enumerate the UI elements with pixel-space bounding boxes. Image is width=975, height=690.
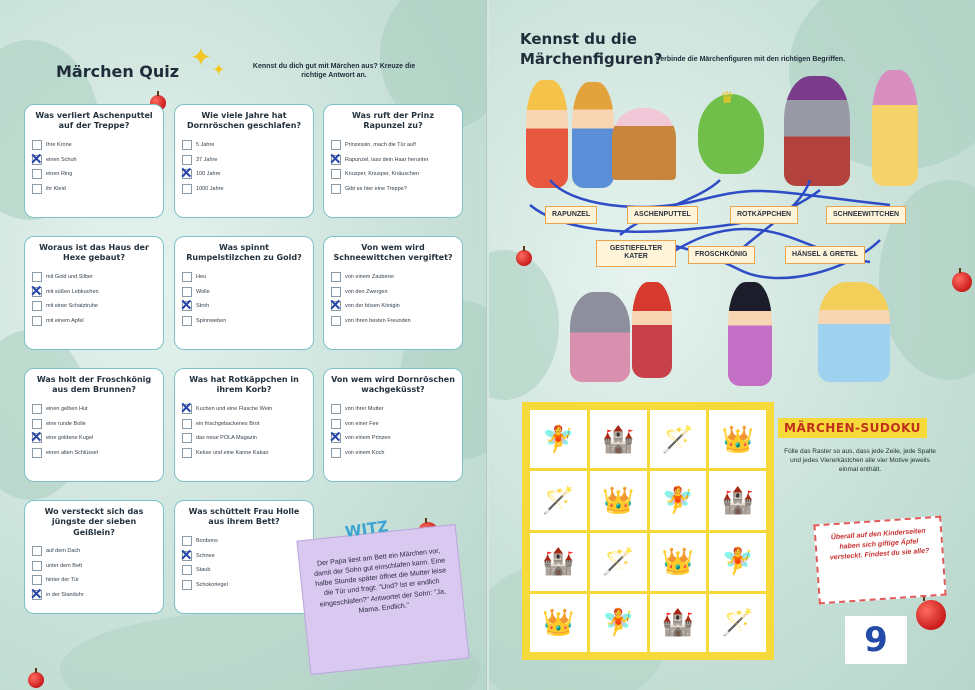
label-aschenputtel[interactable]: ASCHENPUTTEL	[627, 206, 698, 224]
option-label: Kekse und eine Kanne Kakao	[196, 449, 269, 456]
crown-icon: ♛	[720, 90, 735, 107]
wand-icon[interactable]: 🪄	[590, 533, 647, 591]
option-label: Kuchen und eine Flasche Wein	[196, 406, 273, 413]
quiz-question: Was ruft der Prinz Rapunzel zu?	[352, 111, 434, 131]
match-subtitle: Verbinde die Märchenfiguren mit den richtigen Begriffen.	[656, 56, 846, 63]
option-label: von einem Koch	[345, 449, 385, 456]
option-label: ihr Kleid	[46, 185, 66, 192]
connection-line	[550, 180, 890, 207]
fairy-icon[interactable]: 🧚	[530, 410, 587, 468]
wand-icon[interactable]: 🪄	[709, 594, 766, 652]
wand-icon[interactable]: 🪄	[650, 410, 707, 468]
option-label: mit einer Schatztruhe	[46, 303, 98, 310]
page-number: 9	[845, 616, 907, 664]
option-label: von den Zwergen	[345, 288, 388, 295]
label-schneewittchen[interactable]: SCHNEEWITTCHEN	[826, 206, 906, 224]
option-label: in der Standuhr	[46, 591, 84, 598]
label-haensel-gretel[interactable]: HÄNSEL & GRETEL	[785, 246, 865, 264]
label-rapunzel[interactable]: RAPUNZEL	[545, 206, 597, 224]
sudoku-title: MÄRCHEN-SUDOKU	[778, 418, 927, 438]
option-label: 100 Jahre	[196, 171, 221, 178]
label-rotkaeppchen[interactable]: ROTKÄPPCHEN	[730, 206, 798, 224]
snow-white-figure[interactable]	[728, 282, 772, 386]
quiz-question: Was holt der Froschkönig aus dem Brunnen?	[36, 375, 152, 395]
option-label: einen Ring	[46, 171, 73, 178]
castle-icon[interactable]: 🏰	[530, 533, 587, 591]
option-label: einen Schuh	[46, 156, 77, 163]
option-label: 5 Jahre	[196, 142, 215, 149]
sparkle-icon: ✦	[212, 62, 226, 79]
option-label: von der bösen Königin	[345, 303, 400, 310]
option-label: mit einem Apfel	[46, 317, 84, 324]
fairy-icon[interactable]: 🧚	[650, 471, 707, 529]
sudoku-grid	[530, 410, 766, 652]
label-froschkoenig[interactable]: FROSCHKÖNIG	[688, 246, 755, 264]
quiz-question: Was schüttelt Frau Holle aus ihrem Bett?	[188, 507, 300, 527]
crown-icon[interactable]: 👑	[590, 471, 647, 529]
option-label: von einem Zauberer	[345, 274, 395, 281]
crown-icon[interactable]: 👑	[650, 533, 707, 591]
apple-hint-text: Überall auf den Kinderseiten haben sich giftige Äpfel versteckt. Findest du sie alle?	[829, 527, 930, 562]
quiz-question: Von wem wird Dornröschen wachgeküsst?	[331, 375, 455, 395]
option-label: von einem Prinzen	[345, 435, 391, 442]
option-label: von ihren besten Freunden	[345, 317, 411, 324]
option-label: von einer Fee	[345, 420, 379, 427]
option-label: Stroh	[196, 303, 210, 310]
apple-hint-note	[813, 516, 946, 605]
option-label: Rapunzel, lass dein Haar herunter	[345, 156, 429, 163]
option-label: Gibt es hier eine Treppe?	[345, 185, 407, 192]
option-label: eine runde Bolle	[46, 420, 86, 427]
option-label: einen alten Schlüssel	[46, 449, 98, 456]
quiz-question: Was verliert Aschenputtel auf der Treppe?	[35, 111, 153, 131]
option-label: hinter der Tür	[46, 577, 79, 584]
sudoku-board	[522, 402, 774, 660]
fairy-icon[interactable]: 🧚	[709, 533, 766, 591]
option-label: eine goldene Kugel	[46, 435, 94, 442]
castle-icon[interactable]: 🏰	[590, 410, 647, 468]
quiz-question: Von wem wird Schneewittchen vergiftet?	[333, 243, 453, 263]
sparkle-icon: ✦	[190, 42, 212, 72]
option-label: unter dem Bett	[46, 562, 83, 569]
option-label: Wolle	[196, 288, 210, 295]
option-label: Schnee	[196, 552, 215, 559]
option-label: Bonbons	[196, 538, 218, 545]
option-label: Staub	[196, 567, 211, 574]
option-label: Prinzessin, mach die Tür auf!	[345, 142, 417, 149]
label-gestiefelter-kater[interactable]: GESTIEFELTER KATER	[596, 240, 676, 267]
option-label: 1000 Jahre	[196, 185, 224, 192]
option-label: Ihre Krone	[46, 142, 72, 149]
cinderella-figure[interactable]	[818, 282, 890, 382]
castle-icon[interactable]: 🏰	[650, 594, 707, 652]
red-riding-hood-figure[interactable]	[632, 282, 672, 378]
quiz-question: Was hat Rotkäppchen in ihrem Korb?	[189, 375, 299, 395]
sudoku-instructions: Fülle das Raster so aus, dass jede Zeile, jede Spalte und jedes Viererkästchen alle vier Motive jeweils einmal enthält.	[784, 448, 936, 474]
crown-icon[interactable]: 👑	[530, 594, 587, 652]
crown-icon[interactable]: 👑	[709, 410, 766, 468]
match-title: Kennst du die Märchenfiguren?	[520, 30, 663, 68]
option-label: 37 Jahre	[196, 156, 218, 163]
apple-icon	[916, 600, 946, 630]
quiz-subtitle: Kennst du dich gut mit Märchen aus? Kreuze die richtige Antwort an.	[252, 63, 416, 80]
option-label: einen gelben Hut	[46, 406, 88, 413]
option-label: mit Gold und Silber	[46, 274, 93, 281]
option-label: Spinnweben	[196, 317, 227, 324]
option-label: Schokoriegel	[196, 581, 228, 588]
apple-icon	[516, 250, 532, 266]
joke-text: Der Papa liest am Bett ein Märchen vor, damit der Sohn gut einschlafen kann. Eine halbe Stunde später öffnet die Mutter leise die Tür und fragt: "Und? Ist er endlich eingeschlafen?" Antwortet der Sohn: "Ja, Mama. Endlich."	[313, 547, 447, 615]
fairy-icon[interactable]: 🧚	[590, 594, 647, 652]
quiz-question: Wie viele Jahre hat Dornröschen geschlafen?	[186, 111, 302, 131]
option-label: ein frischgebackenes Brot	[196, 420, 260, 427]
wand-icon[interactable]: 🪄	[530, 471, 587, 529]
quiz-question: Woraus ist das Haus der Hexe gebaut?	[39, 243, 149, 263]
option-label: Knusper, Knusper, Knäuschen	[345, 171, 419, 178]
option-label: das neue POLA Magazin	[196, 435, 257, 442]
quiz-question: Was spinnt Rumpelstilzchen zu Gold?	[186, 243, 302, 263]
castle-icon[interactable]: 🏰	[709, 471, 766, 529]
apple-icon	[952, 272, 972, 292]
option-label: von ihrer Mutter	[345, 406, 384, 413]
joke-title: WITZ	[343, 517, 390, 541]
option-label: mit süßen Lebkuchen	[46, 288, 99, 295]
option-label: Heu	[196, 274, 207, 281]
quiz-title: Märchen Quiz	[56, 62, 180, 81]
option-label: auf dem Dach	[46, 548, 81, 555]
wolf-figure[interactable]	[570, 292, 630, 382]
quiz-question: Wo versteckt sich das jüngste der sieben Geißlein?	[44, 507, 144, 537]
